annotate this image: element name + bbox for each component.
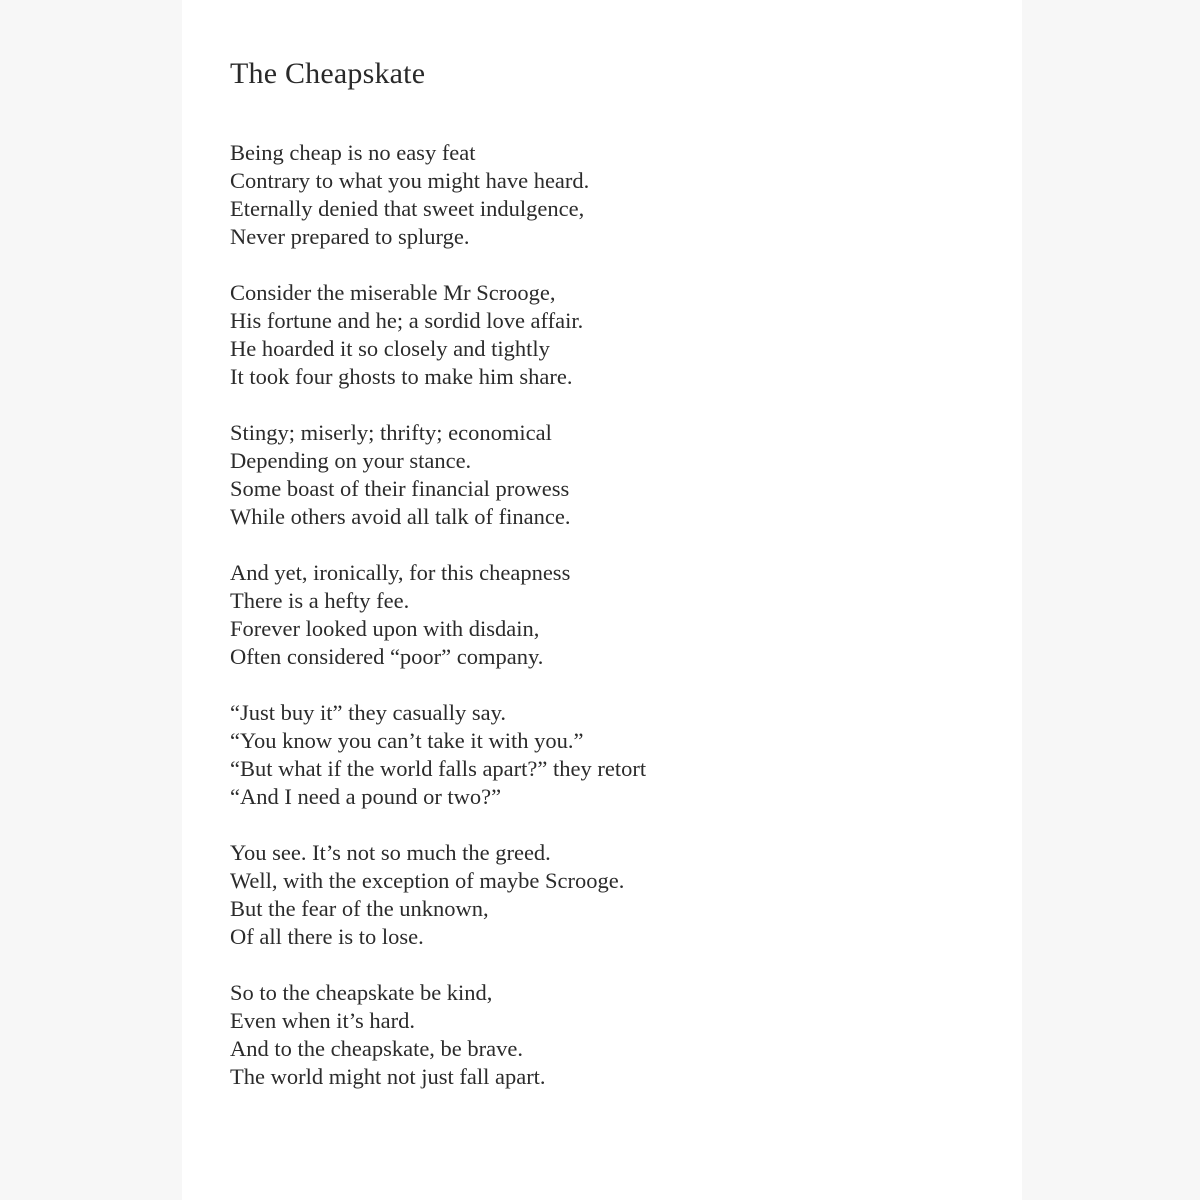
document-page xyxy=(182,0,1022,1200)
stanza-1 xyxy=(230,139,646,251)
poem-line: And yet, ironically, for this cheapness xyxy=(230,560,571,585)
poem-line: His fortune and he; a sordid love affair. xyxy=(230,308,584,333)
poem-line: The world might not just fall apart. xyxy=(230,1064,546,1089)
stanza-4 xyxy=(230,559,646,671)
poem-line: “But what if the world falls apart?” they retort xyxy=(230,756,647,781)
poem-line: Of all there is to lose. xyxy=(230,924,424,949)
poem-line: So to the cheapskate be kind, xyxy=(230,980,493,1005)
poem-line: Often considered “poor” company. xyxy=(230,644,544,669)
stanza-6 xyxy=(230,839,646,951)
poem-line: Well, with the exception of maybe Scrooge. xyxy=(230,868,625,893)
poem-line: Eternally denied that sweet indulgence, xyxy=(230,196,585,221)
poem-line: Never prepared to splurge. xyxy=(230,224,470,249)
poem-line: Contrary to what you might have heard. xyxy=(230,168,590,193)
poem-line: He hoarded it so closely and tightly xyxy=(230,336,550,361)
poem-title: The Cheapskate xyxy=(230,57,426,90)
poem-line: Consider the miserable Mr Scrooge, xyxy=(230,280,556,305)
poem-line: You see. It’s not so much the greed. xyxy=(230,840,551,865)
poem-line: “And I need a pound or two?” xyxy=(230,784,502,809)
poem-line: While others avoid all talk of finance. xyxy=(230,504,571,529)
poem-line: Depending on your stance. xyxy=(230,448,472,473)
poem-line: Even when it’s hard. xyxy=(230,1008,415,1033)
stanza-5 xyxy=(230,699,646,811)
poem-line: Some boast of their financial prowess xyxy=(230,476,570,501)
poem-body xyxy=(230,139,646,1119)
poem-line: Stingy; miserly; thrifty; economical xyxy=(230,420,552,445)
poem-line: Forever looked upon with disdain, xyxy=(230,616,540,641)
poem-line: “You know you can’t take it with you.” xyxy=(230,728,584,753)
poem-line: It took four ghosts to make him share. xyxy=(230,364,573,389)
stanza-3 xyxy=(230,419,646,531)
poem-line: And to the cheapskate, be brave. xyxy=(230,1036,524,1061)
stanza-2 xyxy=(230,279,646,391)
poem-line: Being cheap is no easy feat xyxy=(230,140,476,165)
stanza-7 xyxy=(230,979,646,1091)
left-margin xyxy=(0,0,182,1200)
poem-line: But the fear of the unknown, xyxy=(230,896,489,921)
poem-line: “Just buy it” they casually say. xyxy=(230,700,506,725)
poem-line: There is a hefty fee. xyxy=(230,588,410,613)
right-margin xyxy=(1022,0,1200,1200)
